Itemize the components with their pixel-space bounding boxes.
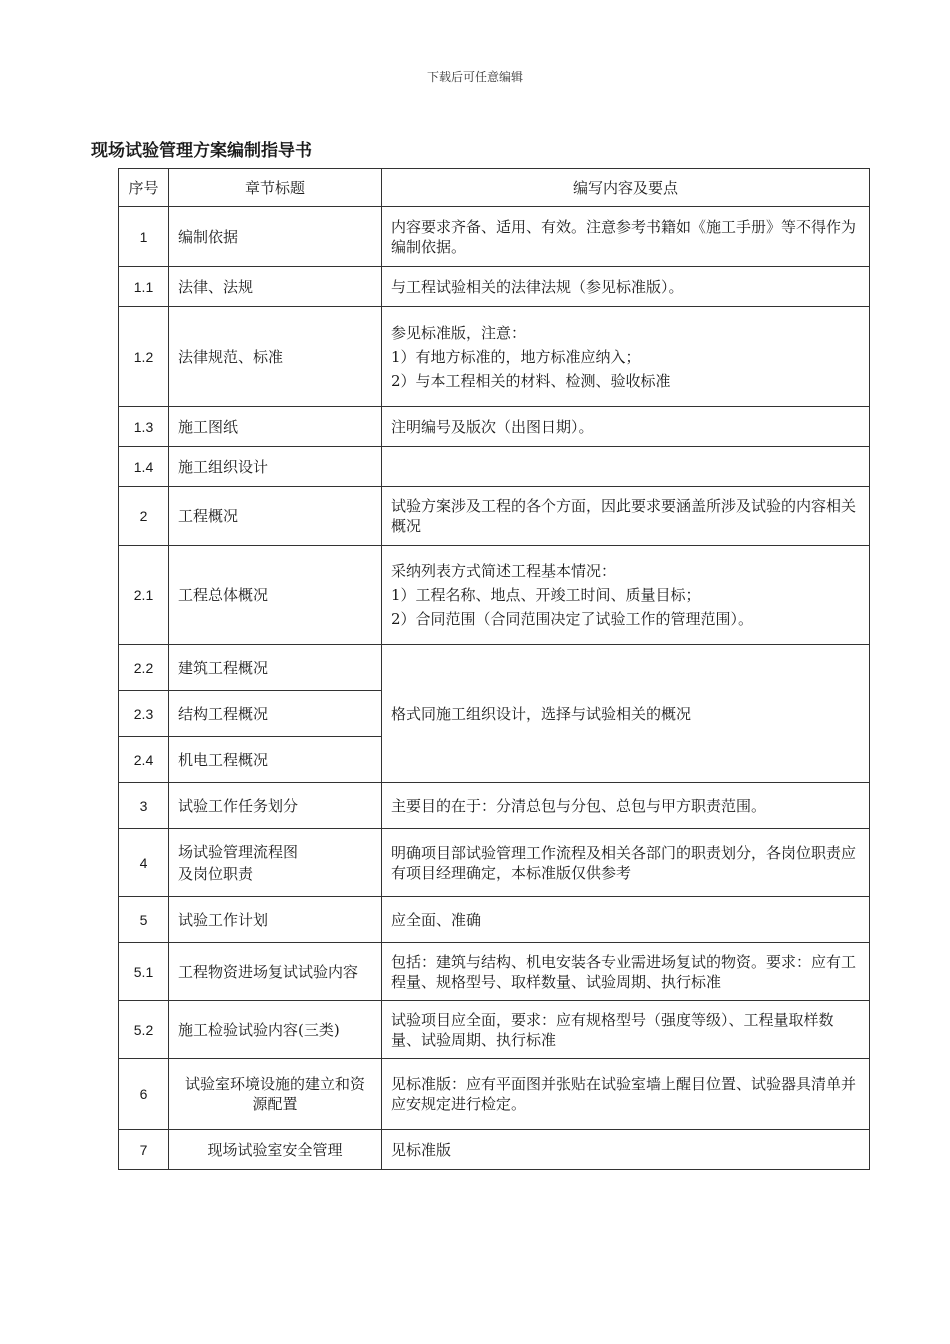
- row-no: 1.1: [119, 267, 169, 307]
- row-title: 施工组织设计: [169, 447, 382, 487]
- row-content: 试验项目应全面，要求：应有规格型号（强度等级）、工程量取样数量、试验周期、执行标准: [382, 1001, 870, 1059]
- table-row: [119, 407, 870, 447]
- table-row: [119, 207, 870, 267]
- row-no: 2.3: [119, 691, 169, 737]
- table-row: [119, 1059, 870, 1130]
- title-line: 及岗位职责: [178, 864, 254, 883]
- row-content: [382, 447, 870, 487]
- row-content: 注明编号及版次（出图日期）。: [382, 407, 870, 447]
- row-content: [382, 307, 870, 407]
- row-content: 主要目的在于：分清总包与分包、总包与甲方职责范围。: [382, 783, 870, 829]
- row-content-merged: 格式同施工组织设计，选择与试验相关的概况: [382, 645, 870, 783]
- row-no: 5.2: [119, 1001, 169, 1059]
- row-title: 工程总体概况: [169, 546, 382, 645]
- row-no: 1.3: [119, 407, 169, 447]
- row-no: 7: [119, 1130, 169, 1170]
- row-title: 试验室环境设施的建立和资源配置: [169, 1059, 382, 1130]
- row-content: 见标准版: [382, 1130, 870, 1170]
- row-title: 试验工作任务划分: [169, 783, 382, 829]
- content-line: 2）合同范围（合同范围决定了试验工作的管理范围）。: [391, 610, 754, 628]
- row-no: 5.1: [119, 943, 169, 1001]
- row-content: 试验方案涉及工程的各个方面，因此要求要涵盖所涉及试验的内容相关概况: [382, 487, 870, 546]
- table-row: [119, 943, 870, 1001]
- row-title: 施工检验试验内容(三类): [169, 1001, 382, 1059]
- title-line: 场试验管理流程图: [178, 842, 299, 861]
- row-title: 施工图纸: [169, 407, 382, 447]
- row-title: 结构工程概况: [169, 691, 382, 737]
- row-title: 法律、法规: [169, 267, 382, 307]
- content-line: 1）有地方标准的，地方标准应纳入；: [391, 347, 641, 366]
- table-row: [119, 897, 870, 943]
- row-no: 5: [119, 897, 169, 943]
- row-title: 工程概况: [169, 487, 382, 546]
- row-content: 与工程试验相关的法律法规（参见标准版）。: [382, 267, 870, 307]
- row-content: 内容要求齐备、适用、有效。注意参考书籍如《施工手册》等不得作为编制依据。: [382, 207, 870, 267]
- row-title: 建筑工程概况: [169, 645, 382, 691]
- table-row: [119, 307, 870, 407]
- table-row: [119, 267, 870, 307]
- table-header-row: [119, 169, 870, 207]
- row-title: 工程物资进场复试试验内容: [169, 943, 382, 1001]
- row-content: 应全面、准确: [382, 897, 870, 943]
- guide-table: [118, 168, 870, 1170]
- row-content: 明确项目部试验管理工作流程及相关各部门的职责划分，各岗位职责应有项目经理确定，本标准版仅供参考: [382, 829, 870, 897]
- row-no: 6: [119, 1059, 169, 1130]
- document-title: 现场试验管理方案编制指导书: [91, 141, 312, 161]
- content-line: 2）与本工程相关的材料、检测、验收标准: [391, 371, 671, 390]
- row-content: [382, 546, 870, 645]
- row-no: 1.4: [119, 447, 169, 487]
- row-no: 2.1: [119, 546, 169, 645]
- content-line: 1）工程名称、地点、开竣工时间、质量目标；: [391, 586, 701, 604]
- row-no: 3: [119, 783, 169, 829]
- content-line: 采纳列表方式简述工程基本情况：: [391, 562, 617, 580]
- table-row: [119, 829, 870, 897]
- row-title: 法律规范、标准: [169, 307, 382, 407]
- header-no: 序号: [119, 169, 169, 207]
- row-title: 试验工作计划: [169, 897, 382, 943]
- row-no: 1: [119, 207, 169, 267]
- row-title: 机电工程概况: [169, 737, 382, 783]
- table-row: [119, 645, 870, 691]
- row-no: 2.2: [119, 645, 169, 691]
- row-content: 见标准版：应有平面图并张贴在试验室墙上醒目位置、试验器具清单并应安规定进行检定。: [382, 1059, 870, 1130]
- row-title: 编制依据: [169, 207, 382, 267]
- row-title: 现场试验室安全管理: [169, 1130, 382, 1170]
- row-no: 4: [119, 829, 169, 897]
- header-note: 下载后可任意编辑: [426, 70, 523, 84]
- table-row: [119, 487, 870, 546]
- row-title: [169, 829, 382, 897]
- row-no: 2: [119, 487, 169, 546]
- row-no: 1.2: [119, 307, 169, 407]
- content-line: 参见标准版，注意：: [391, 323, 527, 342]
- header-title: 章节标题: [169, 169, 382, 207]
- table-row: [119, 546, 870, 645]
- row-no: 2.4: [119, 737, 169, 783]
- table-row: [119, 1130, 870, 1170]
- table-row: [119, 783, 870, 829]
- header-content: 编写内容及要点: [382, 169, 870, 207]
- table-row: [119, 447, 870, 487]
- row-content: 包括：建筑与结构、机电安装各专业需进场复试的物资。要求：应有工程量、规格型号、取样数量、试验周期、执行标准: [382, 943, 870, 1001]
- table-row: [119, 1001, 870, 1059]
